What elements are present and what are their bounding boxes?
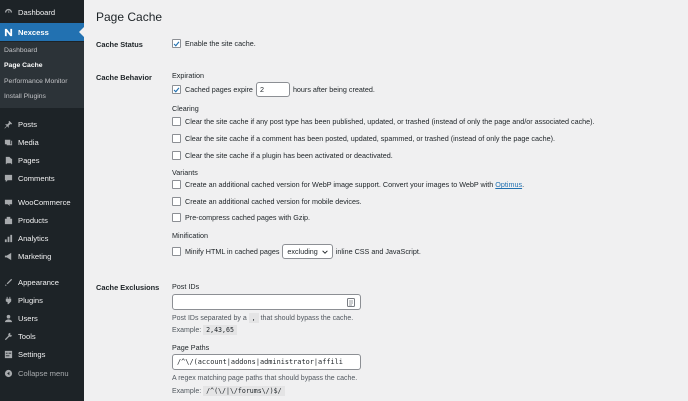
sidebar-item-media[interactable] (0, 133, 84, 151)
post-ids-example: Example: 2,43,65 (172, 326, 237, 334)
marketing-icon (4, 252, 13, 261)
clearing-heading: Clearing (172, 104, 199, 113)
option-label: Create an additional cached version for mobile devices. (185, 197, 362, 206)
sidebar-item-label: Posts (18, 119, 37, 129)
page-paths-example: Example: /^(\/|\/forums\/)$/ (172, 387, 285, 395)
pin-icon (4, 120, 13, 129)
sidebar-item-label: Tools (18, 331, 36, 341)
sidebar-item-pages[interactable] (0, 151, 84, 169)
sidebar-item-marketing[interactable] (0, 247, 84, 265)
enable-site-cache-option[interactable] (172, 39, 256, 48)
page-paths-description: A regex matching page paths that should bypass the cache. (172, 375, 358, 382)
products-icon (4, 216, 13, 225)
clearing-option-plugin[interactable] (172, 151, 393, 160)
option-label: Clear the site cache if a plugin has been activated or deactivated. (185, 151, 393, 160)
option-label: . (522, 180, 525, 189)
media-icon (4, 138, 13, 147)
appearance-icon (4, 278, 13, 287)
comments-icon (4, 174, 13, 183)
submenu-item-page-cache[interactable]: Page Cache (4, 62, 43, 69)
enable-site-cache-checkbox[interactable] (172, 39, 181, 48)
sidebar-item-label: WooCommerce (18, 197, 71, 207)
option-label: Clear the site cache if any post type has been published, updated, or trashed (instead of only the page and/or associated cache). (185, 117, 595, 126)
cache-status-label: Cache Status (96, 40, 143, 49)
sidebar-item-label: Media (18, 137, 39, 147)
collapse-menu-button[interactable] (0, 364, 84, 382)
option-label: Create an additional cached version for WebP image support. Convert your images to WebP with (185, 180, 494, 189)
sidebar-item-plugins[interactable] (0, 291, 84, 309)
gzip-checkbox[interactable] (172, 213, 181, 222)
post-ids-description: Post IDs separated by a , that should bypass the cache. (172, 314, 354, 322)
optimus-link[interactable]: Optimus (495, 180, 523, 189)
clearing-comment-checkbox[interactable] (172, 134, 181, 143)
expiration-hours-input[interactable]: 2 (256, 82, 290, 97)
post-ids-heading: Post IDs (172, 282, 200, 291)
option-label: Minify HTML in cached pages (185, 247, 280, 256)
settings-icon (4, 350, 13, 359)
minification-option[interactable] (172, 244, 421, 259)
option-label: Cached pages expire (185, 85, 253, 94)
post-ids-input[interactable] (172, 294, 361, 310)
page-title: Page Cache (96, 10, 163, 24)
sidebar-item-woocommerce[interactable] (0, 193, 84, 211)
expiration-heading: Expiration (172, 71, 204, 80)
example-code: 2,43,65 (203, 325, 237, 335)
expiration-checkbox[interactable] (172, 85, 181, 94)
nexcess-icon (4, 28, 13, 37)
sidebar-item-posts[interactable] (0, 115, 84, 133)
sidebar-item-products[interactable] (0, 211, 84, 229)
sidebar-item-label: Pages (18, 155, 40, 165)
page-paths-heading: Page Paths (172, 343, 210, 352)
sidebar-item-settings[interactable] (0, 345, 84, 363)
sidebar-item-nexcess[interactable] (0, 23, 84, 41)
plugins-icon (4, 296, 13, 305)
example-code: /^(\/|\/forums\/)$/ (203, 386, 284, 396)
woocommerce-icon (4, 198, 13, 207)
chevron-down-icon (322, 249, 328, 255)
minification-heading: Minification (172, 231, 208, 240)
comma-code: , (249, 313, 259, 323)
submenu-item-performance-monitor[interactable]: Performance Monitor (4, 78, 68, 85)
submenu-item-install-plugins[interactable]: Install Plugins (4, 93, 46, 100)
sidebar-item-appearance[interactable] (0, 273, 84, 291)
autofill-list-icon[interactable] (347, 298, 355, 307)
sidebar-item-label: Products (18, 215, 48, 225)
sidebar-item-label: Analytics (18, 233, 49, 243)
sidebar-item-tools[interactable] (0, 327, 84, 345)
variant-option-webp[interactable] (172, 180, 524, 189)
sidebar-item-label: Settings (18, 349, 46, 359)
page-paths-input[interactable] (172, 354, 361, 370)
sidebar-item-label: Nexcess (18, 27, 49, 37)
sidebar-item-label: Users (18, 313, 38, 323)
analytics-icon (4, 234, 13, 243)
minify-mode-select[interactable] (282, 244, 332, 259)
option-label: Pre-compress cached pages with Gzip. (185, 213, 311, 222)
main-content (84, 0, 688, 401)
nexcess-submenu (0, 42, 84, 108)
clearing-option-comment[interactable] (172, 134, 555, 143)
sidebar-item-label: Comments (18, 173, 55, 183)
minify-checkbox[interactable] (172, 247, 181, 256)
collapse-icon (4, 369, 13, 378)
dashboard-icon (4, 8, 13, 17)
mobile-checkbox[interactable] (172, 197, 181, 206)
admin-sidebar (0, 0, 84, 401)
variant-option-gzip[interactable] (172, 213, 310, 222)
sidebar-item-dashboard[interactable] (0, 3, 84, 21)
option-label: hours after being created. (292, 85, 375, 94)
tools-icon (4, 332, 13, 341)
option-label: inline CSS and JavaScript. (335, 247, 421, 256)
users-icon (4, 314, 13, 323)
sidebar-item-comments[interactable] (0, 169, 84, 187)
sidebar-item-label: Plugins (18, 295, 43, 305)
input-value: /^\/(account|addons|administrator|affili (177, 358, 343, 366)
sidebar-item-analytics[interactable] (0, 229, 84, 247)
sidebar-item-label: Dashboard (18, 7, 56, 17)
expiration-option[interactable] (172, 82, 375, 97)
sidebar-item-users[interactable] (0, 309, 84, 327)
cache-behavior-label: Cache Behavior (96, 73, 152, 82)
variants-heading: Variants (172, 168, 198, 177)
clearing-plugin-checkbox[interactable] (172, 151, 181, 160)
option-label: Clear the site cache if a comment has been posted, updated, spammed, or trashed (instead of only the page cache). (185, 134, 555, 143)
cache-exclusions-label: Cache Exclusions (96, 283, 160, 292)
variant-option-mobile[interactable] (172, 197, 362, 206)
clearing-option-post-type[interactable] (172, 117, 595, 126)
select-value: excluding (287, 247, 318, 256)
sidebar-item-label: Collapse menu (18, 368, 69, 378)
option-label: Enable the site cache. (185, 39, 256, 48)
submenu-item-dashboard[interactable]: Dashboard (4, 47, 38, 54)
webp-checkbox[interactable] (172, 180, 181, 189)
sidebar-item-label: Appearance (18, 277, 59, 287)
pages-icon (4, 156, 13, 165)
sidebar-item-label: Marketing (18, 251, 52, 261)
clearing-post-type-checkbox[interactable] (172, 117, 181, 126)
